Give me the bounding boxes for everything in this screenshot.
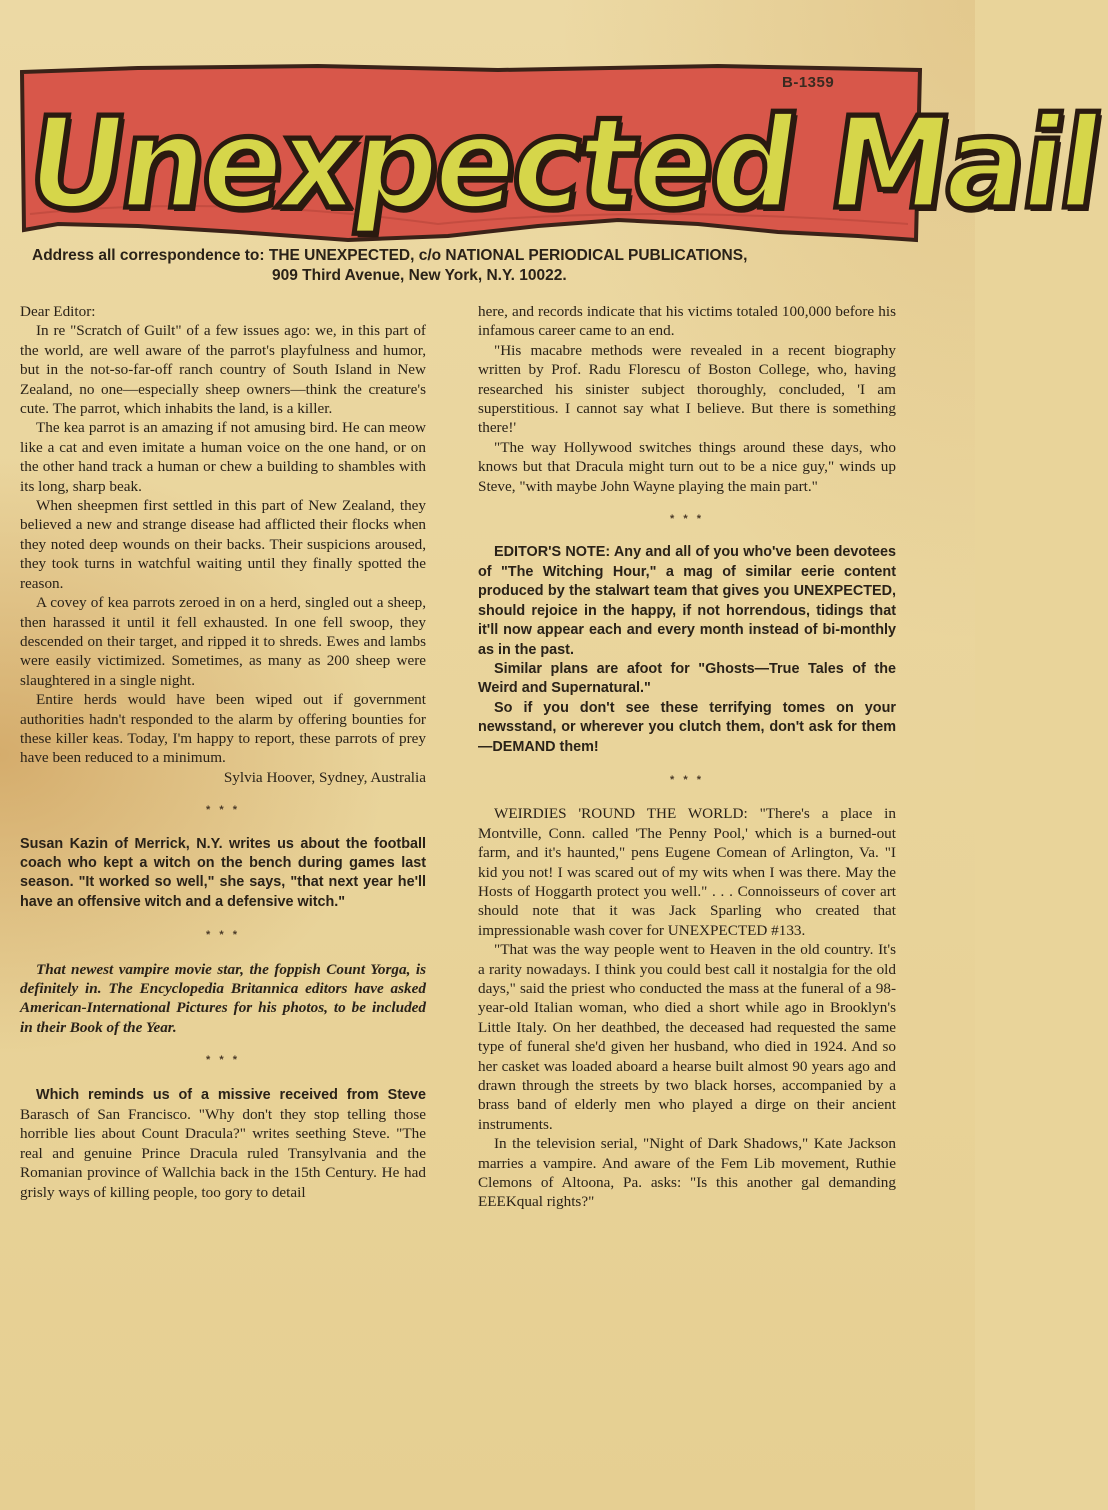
issue-code: B-1359 [782,74,835,91]
separator: * * * [206,1054,240,1067]
kazin-text: Susan Kazin of Merrick, N.Y. writes us about the football coach who kept a witch on the bench during games last season. "It worked so well," she says, "that next year he'll have an offensive witch and a defensive witch." [20,835,426,910]
separator: * * * [670,773,704,786]
barasch-lead: Which reminds us of a missive received from Steve [36,1086,426,1103]
letter-paragraph: In re "Scratch of Guilt" of a few issues ago: we, in this part of the world, are well aware of the parrot's playfulness and humor, but in the not-so-far-off ranch country of South Island in New Zealand, no one—especially sheep owners—think the creature's cute. The parrot, which inhabits the land, is a killer. [20,322,426,418]
kazin-item [20,835,426,913]
address-line-1: Address all correspondence to: THE UNEXPECTED, c/o NATIONAL PERIODICAL PUBLICATIONS, [32,247,748,264]
separator: * * * [206,929,240,942]
signature: Sylvia Hoover, Sydney, Australia [223,768,426,786]
address-line-2: 909 Third Avenue, New York, N.Y. 10022. [272,267,567,284]
barasch-text: Barasch of San Francisco. "Why don't they stop telling those horrible lies about Count Dracula?" writes seething Steve. "The real and genuine Prince Dracula ruled Transylvania and the Romanian province of Wallchia back in the 15th Century. He had grisly ways of killing people, too gory to detail [20,1106,426,1201]
editors-note-paragraph: Similar plans are afoot for "Ghosts—True Tales of the Weird and Supernatural." [478,660,896,697]
letter-paragraph: Entire herds would have been wiped out if government authorities hadn't responded to the alarm by offering bounties for these killer keas. Today, I'm happy to report, these parrots of prey have been reduced to a minimum. [20,691,426,767]
salutation: Dear Editor: [20,303,96,320]
separator: * * * [206,804,240,817]
editors-note [478,543,896,756]
editors-note-paragraph: So if you don't see these terrifying tomes on your newsstand, or wherever you clutch them, don't ask for them—DEMAND them! [478,699,896,755]
separator: * * * [670,513,704,526]
continued-paragraph: "The way Hollywood switches things around these days, who knows but that Dracula might turn out to be a nice guy," winds up Steve, "with maybe John Wayne playing the main part." [478,438,896,495]
left-column [20,302,426,1202]
weirdies-paragraph: WEIRDIES 'ROUND THE WORLD: "There's a place in Montville, Conn. called 'The Penny Pool,' which is a burned-out farm, and it's haunted," pens Eugene Comean of Arlington, Va. "I kid you not! I was scared out of my wits when I was there. May the Hosts of Hoggarth protect you well." . . . Connoisseurs of cover art should note that it was Jack Sparling who created that impressionable wash cover for UNEXPECTED #133. [478,805,896,939]
letter-paragraph: A covey of kea parrots zeroed in on a herd, singled out a sheep, then harassed it until it fell exhausted. In one fell swoop, they descended on their target, and ripped it to shreds. Ewes and lambs were easily victimized. Sometimes, as many as 200 sheep were slaughtered in a single night. [20,594,426,689]
address-block [32,246,892,286]
weirdies-paragraph: In the television serial, "Night of Dark Shadows," Kate Jackson marries a vampire. And aware of the Fem Lib movement, Ruthie Clemons of Altoona, Pa. asks: "Is this another gal demanding EEEKqual rights?" [478,1135,896,1211]
continued-paragraph: "His macabre methods were revealed in a recent biography written by Prof. Radu Florescu of Boston College, who, having researched his sinister subject thoroughly, concluded, 'I am superstitious. I cannot say what I believe. But there is something there!' [478,341,896,437]
weirdies-paragraph: "That was the way people went to Heaven in the old country. It's a rarity nowadays. I think you could best call it nostalgia for the old days," said the priest who conducted the mass at the funeral of a 98-year-old Italian woman, who died a short while ago in Brooklyn's Little Italy. On her deathbed, the deceased had requested the same type of funeral she'd given her husband, who died in 1924. And so her casket was loaded aboard a hearse built almost 90 years ago and drawn through the streets by two black horses, accompanied by a brass band of elderly men who played a dirge on their ancient instruments. [478,941,896,1133]
continued-paragraph: here, and records indicate that his victims totaled 100,000 before his infamous career came to an end. [478,303,896,340]
title-banner [17,64,1108,244]
banner-title: Unexpected Mail [17,91,1108,238]
right-column [478,302,896,1212]
letter-paragraph: The kea parrot is an amazing if not amusing bird. He can meow like a cat and even imitate a human voice on the one hand, or on the other hand track a human or chew a building to shambles with its long, sharp beak. [20,419,426,495]
letter-paragraph: When sheepmen first settled in this part of New Zealand, they believed a new and strange disease had afflicted their flocks when they noted deep wounds on their backs. Their suspicions aroused, they took turns in watchful waiting until they finally spotted the reason. [20,497,426,592]
barasch-item [20,1085,426,1202]
yorga-item: That newest vampire movie star, the foppish Count Yorga, is definitely in. The Encyclopedia Britannica editors have asked American-International Pictures for his photos, to be included in their Book of the Year. [20,960,426,1036]
editors-note-paragraph: EDITOR'S NOTE: Any and all of you who've been devotees of "The Witching Hour," a mag of similar eerie content produced by the stalwart team that gives you UNEXPECTED, should rejoice in the happy, if not horrendous, tidings that it'll now appear each and every month instead of bi-monthly as in the past. [478,544,896,658]
